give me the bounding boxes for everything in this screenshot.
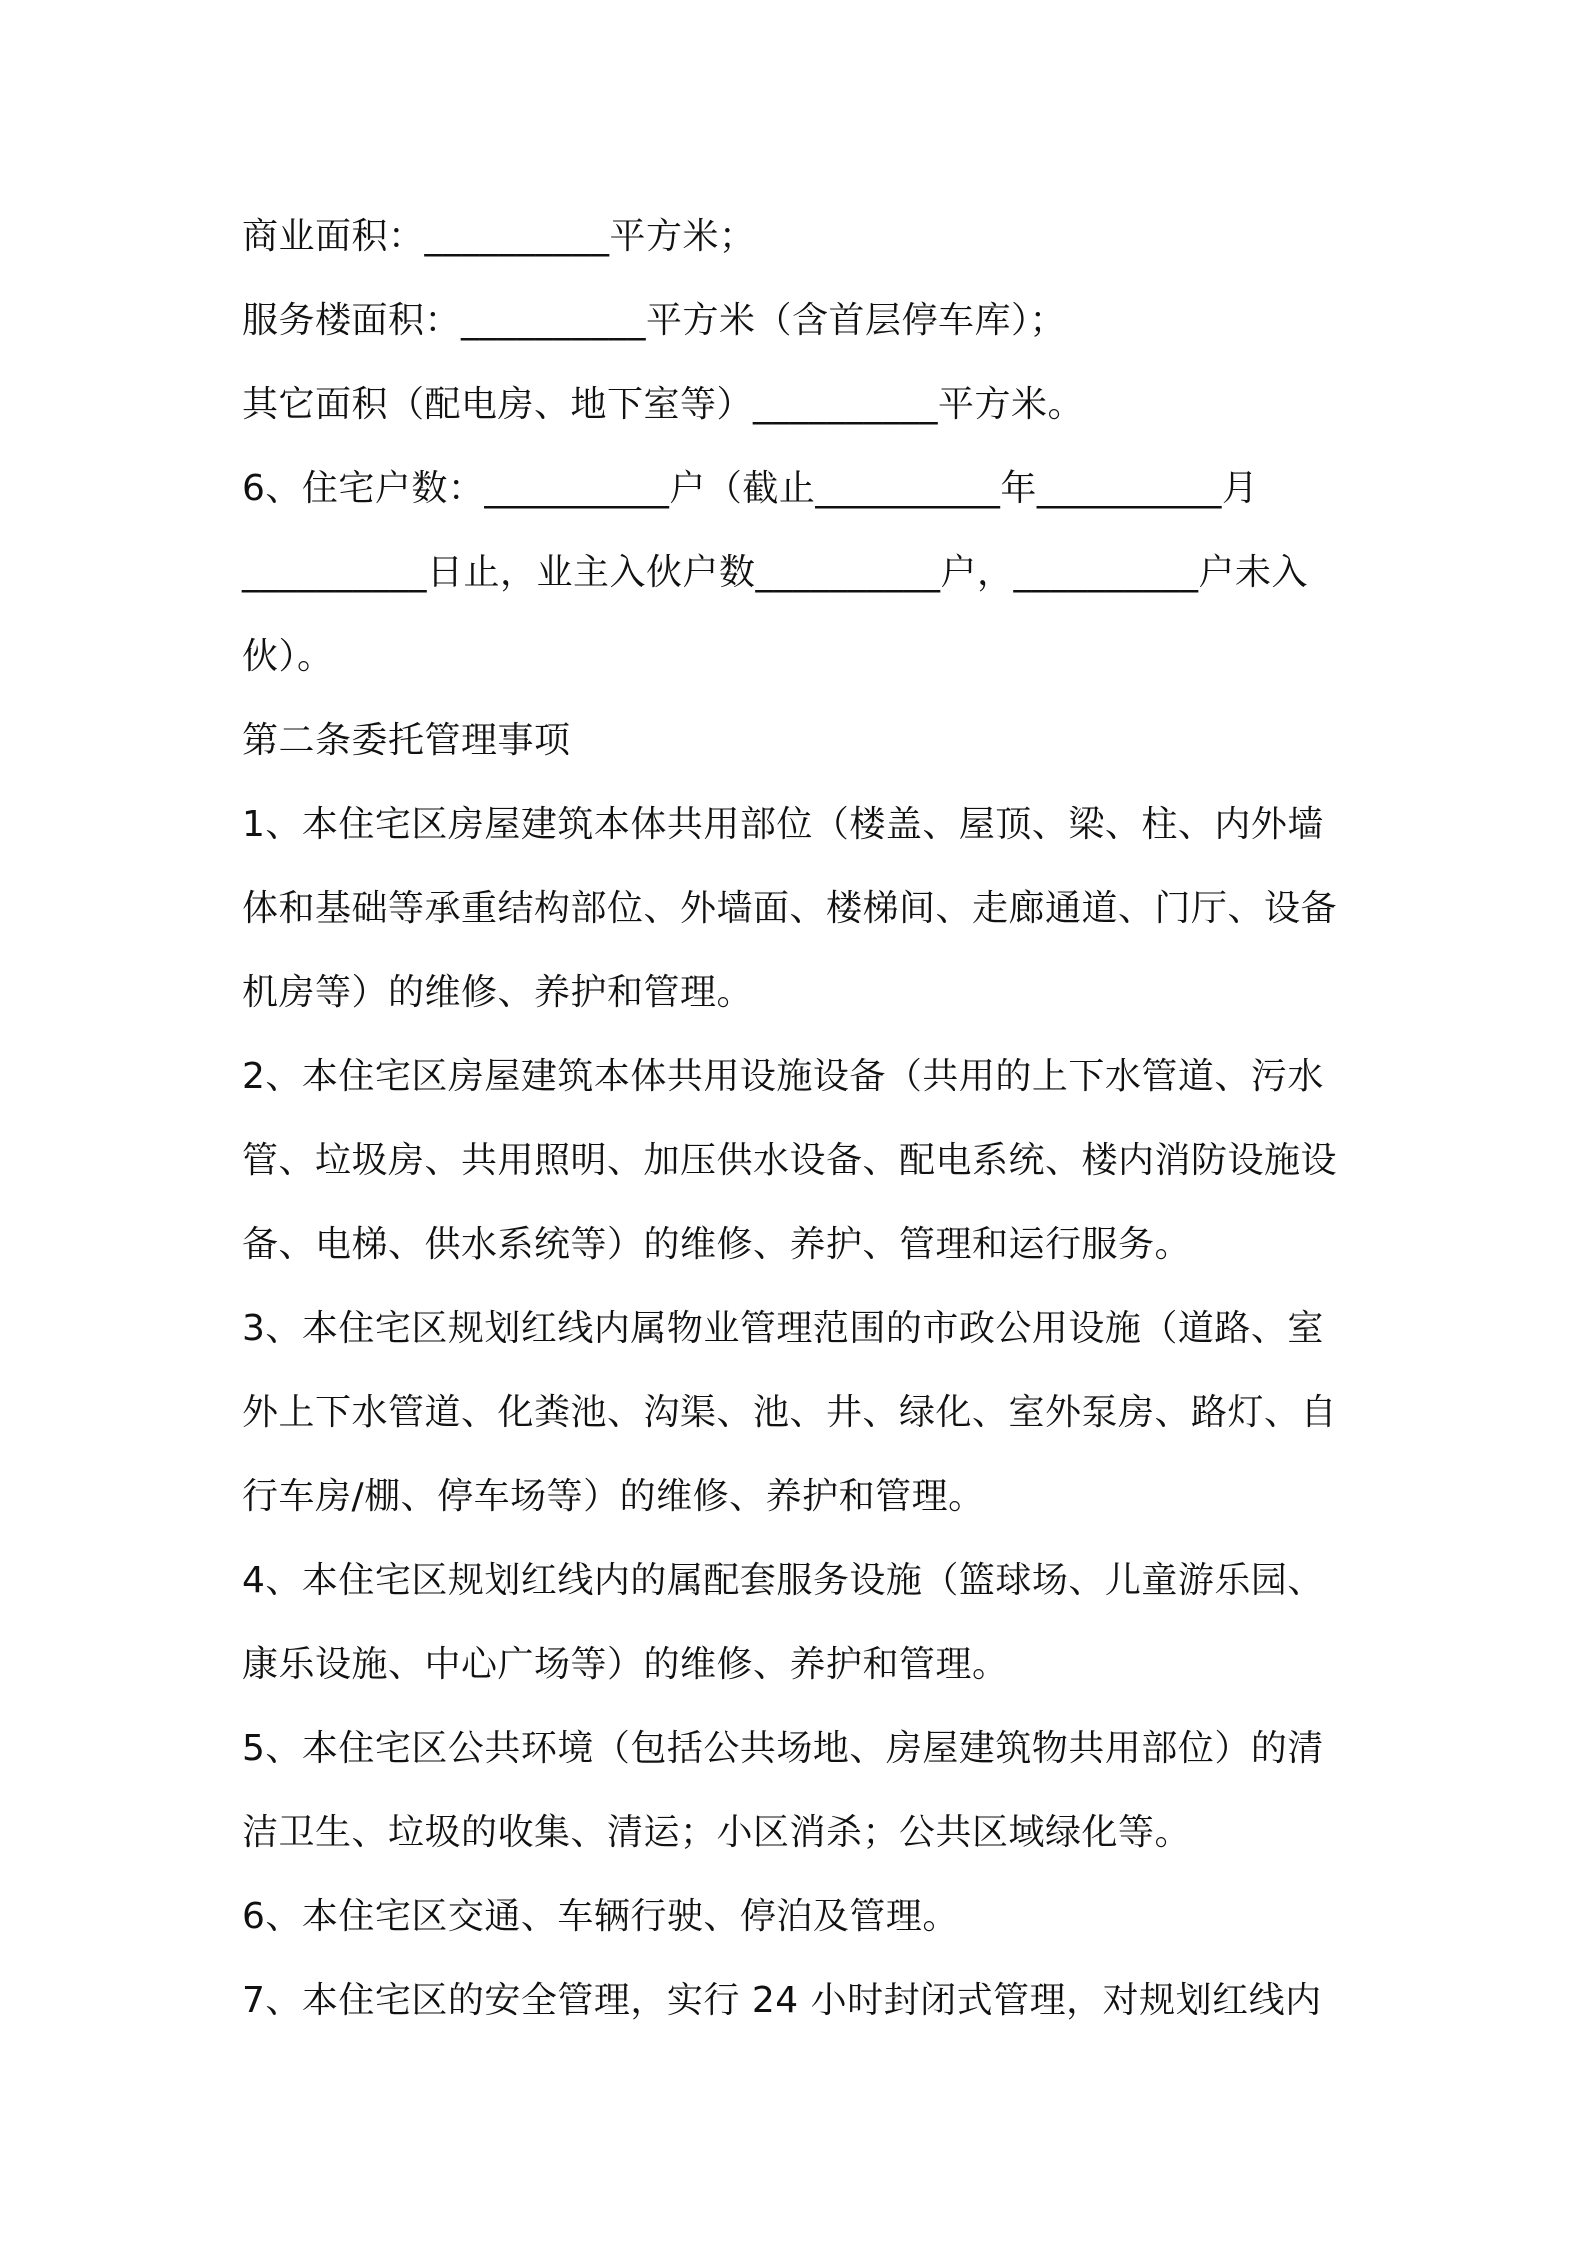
item-5-line-2: 洁卫生、垃圾的收集、清运；小区消杀；公共区域绿化等。 (242, 1812, 1192, 1853)
line-other-area: 其它面积（配电房、地下室等）__________平方米。 (242, 384, 1085, 425)
item-2-line-3: 备、电梯、供水系统等）的维修、养护、管理和运行服务。 (242, 1224, 1192, 1265)
item-5-line-1: 5、本住宅区公共环境（包括公共场地、房屋建筑物共用部位）的清 (242, 1728, 1324, 1769)
item-1-line-2: 体和基础等承重结构部位、外墙面、楼梯间、走廊通道、门厅、设备 (242, 888, 1338, 929)
item-3-line-1: 3、本住宅区规划红线内属物业管理范围的市政公用设施（道路、室 (242, 1308, 1324, 1349)
line-household-count: 6、住宅户数：__________户（截止__________年__________月 (242, 468, 1259, 509)
item-2-line-1: 2、本住宅区房屋建筑本体共用设施设备（共用的上下水管道、污水 (242, 1056, 1324, 1097)
item-2-line-2: 管、垃圾房、共用照明、加压供水设备、配电系统、楼内消防设施设 (242, 1140, 1338, 1181)
line-commercial-area: 商业面积：__________平方米； (242, 216, 756, 257)
item-7-line-1: 7、本住宅区的安全管理，实行 24 小时封闭式管理，对规划红线内 (242, 1980, 1322, 2021)
line-household-count-end: 伙）。 (242, 636, 334, 677)
line-service-building-area: 服务楼面积：__________平方米（含首层停车库）； (242, 300, 1067, 341)
line-household-count-cont: __________日止，业主入伙户数__________户，__________户未入 (242, 552, 1309, 593)
item-1-line-3: 机房等）的维修、养护和管理。 (242, 972, 754, 1013)
item-3-line-3: 行车房/棚、停车场等）的维修、养护和管理。 (242, 1476, 985, 1517)
item-4-line-2: 康乐设施、中心广场等）的维修、养护和管理。 (242, 1644, 1009, 1685)
item-6-line-1: 6、本住宅区交通、车辆行驶、停泊及管理。 (242, 1896, 959, 1937)
item-4-line-1: 4、本住宅区规划红线内的属配套服务设施（篮球场、儿童游乐园、 (242, 1560, 1324, 1601)
document-body (242, 195, 1352, 2043)
item-1-line-1: 1、本住宅区房屋建筑本体共用部位（楼盖、屋顶、梁、柱、内外墙 (242, 804, 1324, 845)
item-3-line-2: 外上下水管道、化粪池、沟渠、池、井、绿化、室外泵房、路灯、自 (242, 1392, 1338, 1433)
article-heading: 第二条委托管理事项 (242, 720, 571, 761)
